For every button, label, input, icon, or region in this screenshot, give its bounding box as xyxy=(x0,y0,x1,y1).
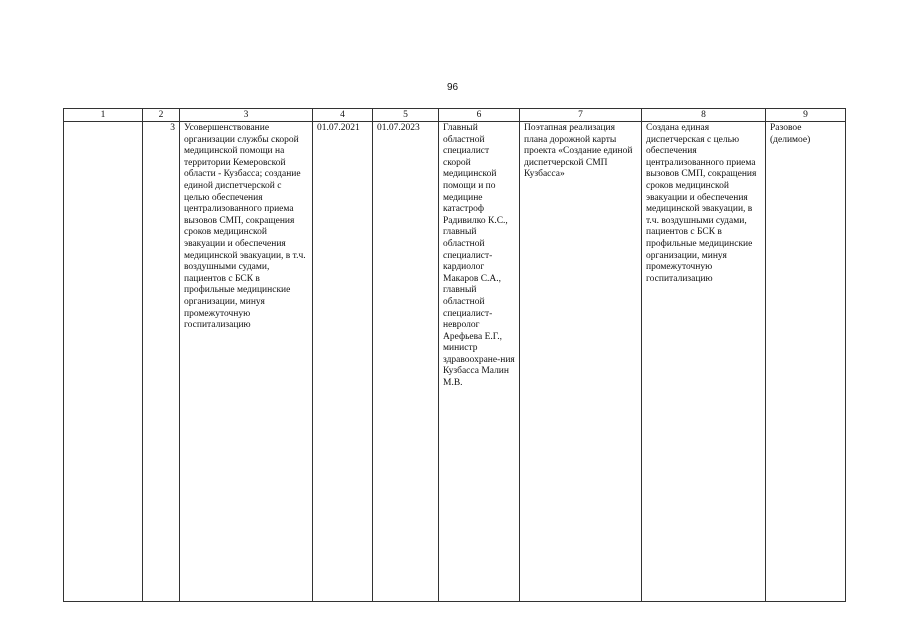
header-col-3: 3 xyxy=(180,109,313,122)
cell-responsible-persons: Главный областной специалист скорой медицинской помощи и по медицине катастроф Радивилко К.С., главный областной специалист-кардиолог Макаров С.А., главный областной специалист-невролог Арефьева Е.Г., министр здравоохране-ния Кузбасса Малин М.В. xyxy=(439,122,520,602)
header-col-4: 4 xyxy=(313,109,373,122)
header-col-5: 5 xyxy=(373,109,439,122)
header-row xyxy=(64,109,846,122)
header-col-6: 6 xyxy=(439,109,520,122)
roadmap-table xyxy=(63,108,846,602)
cell-end-date: 01.07.2023 xyxy=(373,122,439,602)
page-number: 96 xyxy=(446,82,459,93)
header-col-9: 9 xyxy=(766,109,846,122)
cell-type: Разовое (делимое) xyxy=(766,122,846,602)
header-col-8: 8 xyxy=(642,109,766,122)
table-row xyxy=(64,122,846,602)
cell-item-number: 3 xyxy=(143,122,180,602)
cell-implementation: Поэтапная реализация плана дорожной карты проекта «Создание единой диспетчерской СМП Кузбасса» xyxy=(520,122,642,602)
cell-col-1 xyxy=(64,122,143,602)
cell-result: Создана единая диспетчерская с целью обеспечения централизованного приема вызовов СМП, сокращения сроков медицинской эвакуации и обеспечения медицинской эвакуации, в т.ч. воздушными судами, пациентов с БСК в профильные медицинские организации, минуя промежуточную госпитализацию xyxy=(642,122,766,602)
cell-measure-description: Усовершенствование организации службы скорой медицинской помощи на территории Кемеровской области - Кузбасса; создание единой диспетчерской с целью обеспечения централизованного приема вызовов СМП, сокращения сроков медицинской эвакуации и обеспечения медицинской эвакуации, в т.ч. воздушными судами, пациентов с БСК в профильные медицинские организации, минуя промежуточную госпитализацию xyxy=(180,122,313,602)
header-col-7: 7 xyxy=(520,109,642,122)
header-col-1: 1 xyxy=(64,109,143,122)
cell-start-date: 01.07.2021 xyxy=(313,122,373,602)
header-col-2: 2 xyxy=(143,109,180,122)
